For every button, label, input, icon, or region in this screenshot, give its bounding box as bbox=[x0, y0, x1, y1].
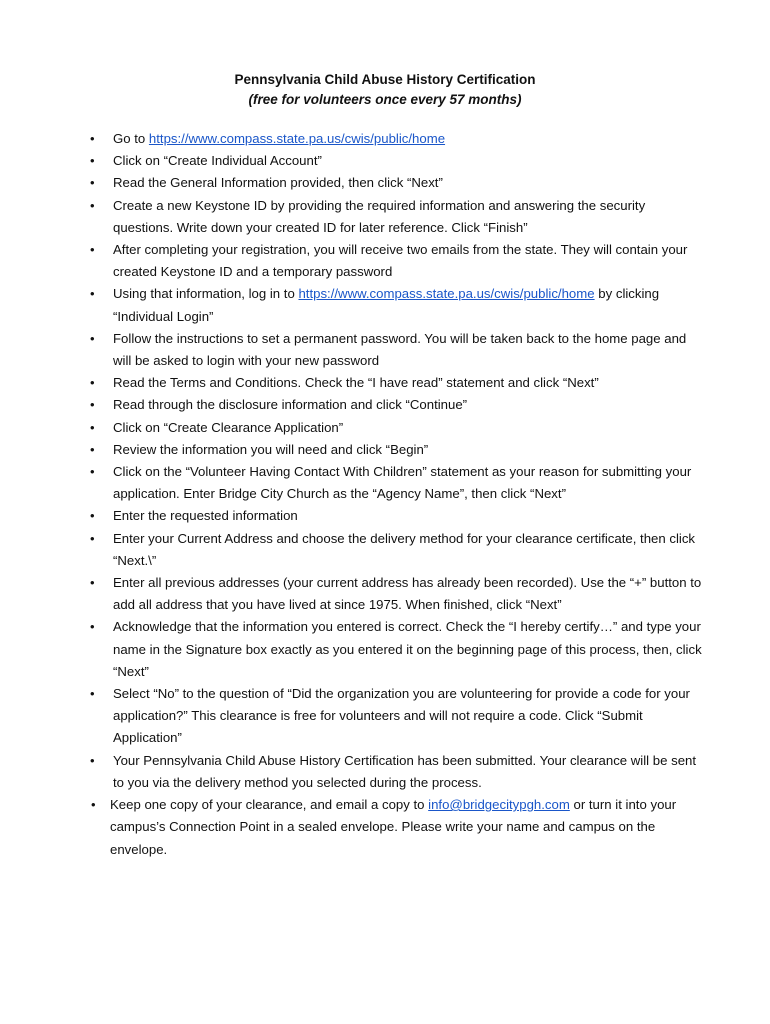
list-item bbox=[0, 439, 770, 461]
bullet-icon: • bbox=[90, 619, 95, 635]
bullet-icon: • bbox=[90, 752, 95, 768]
bullet-icon: • bbox=[90, 242, 95, 258]
bullet-icon: • bbox=[90, 464, 95, 480]
step-text: Keep one copy of your clearance, and email a copy to bbox=[110, 797, 429, 813]
step-text: Read the General Information provided, then click “Next” bbox=[113, 175, 443, 191]
list-item bbox=[0, 683, 770, 750]
bullet-icon: • bbox=[90, 397, 95, 413]
bullet-icon: • bbox=[90, 419, 95, 435]
bullet-icon: • bbox=[90, 575, 95, 591]
step-text: Read through the disclosure information and click “Continue” bbox=[113, 397, 468, 413]
list-item bbox=[0, 417, 770, 439]
step-text: Review the information you will need and click “Begin” bbox=[113, 441, 429, 457]
list-item bbox=[0, 394, 770, 416]
list-item bbox=[0, 128, 770, 150]
instruction-list bbox=[0, 128, 770, 861]
list-item bbox=[0, 283, 770, 327]
step-text: Click on the “Volunteer Having Contact With Children” statement as your reason for submitting your application. Enter Bridge City Church as the “Agency Name”, then click “Next” bbox=[113, 464, 692, 502]
step-text: Click on “Create Clearance Application” bbox=[113, 419, 344, 435]
step-text: Click on “Create Individual Account” bbox=[113, 153, 322, 169]
bullet-icon: • bbox=[90, 330, 95, 346]
compass-login-link[interactable]: https://www.compass.state.pa.us/cwis/public/home bbox=[298, 286, 595, 302]
step-text: Enter your Current Address and choose the delivery method for your clearance certificate, then click “Next.\” bbox=[113, 530, 696, 568]
step-text: Enter all previous addresses (your current address has already been recorded). Use the “+” button to add all address that you have lived at since 1975. When finished, click “Next” bbox=[113, 575, 702, 613]
bullet-icon: • bbox=[90, 508, 95, 524]
bullet-icon: • bbox=[90, 197, 95, 213]
list-item bbox=[0, 150, 770, 172]
bullet-icon: • bbox=[91, 797, 96, 813]
email-link[interactable]: info@bridgecitypgh.com bbox=[428, 797, 570, 813]
list-item bbox=[0, 616, 770, 683]
compass-link[interactable]: https://www.compass.state.pa.us/cwis/public/home bbox=[148, 131, 446, 146]
step-text: Follow the instructions to set a permanent password. You will be taken back to the home page and will be asked to login with your new password bbox=[113, 330, 687, 369]
bullet-icon: • bbox=[90, 375, 95, 391]
step-text: Read the Terms and Conditions. Check the “I have read” statement and click “Next” bbox=[113, 375, 599, 391]
list-item bbox=[0, 750, 770, 794]
list-item bbox=[0, 372, 770, 394]
list-item bbox=[0, 172, 770, 194]
bullet-icon: • bbox=[90, 530, 95, 546]
bullet-icon: • bbox=[90, 686, 95, 702]
step-text: by clicking “Individual Login” bbox=[113, 286, 660, 324]
list-item bbox=[0, 794, 770, 861]
document-title: Pennsylvania Child Abuse History Certification bbox=[234, 72, 536, 87]
bullet-icon: • bbox=[90, 286, 95, 302]
step-text: or turn it into your campus’s Connection Point in a sealed envelope. Please write your name and campus on the envelope. bbox=[110, 797, 677, 857]
list-item bbox=[0, 239, 770, 283]
step-text: Your Pennsylvania Child Abuse History Certification has been submitted. Your clearance will be sent to you via the delivery method you selected during the process. bbox=[113, 752, 697, 790]
step-text: Create a new Keystone ID by providing the required information and answering the security questions. Write down your created ID for later reference. Click “Finish” bbox=[113, 197, 646, 235]
step-text: Using that information, log in to bbox=[113, 286, 299, 302]
list-item bbox=[0, 195, 770, 239]
list-item bbox=[0, 528, 770, 572]
list-item bbox=[0, 572, 770, 616]
step-text: After completing your registration, you will receive two emails from the state. They will contain your created Keystone ID and a temporary password bbox=[113, 242, 688, 280]
list-item bbox=[0, 328, 770, 372]
bullet-icon: • bbox=[90, 175, 95, 191]
bullet-icon: • bbox=[90, 153, 95, 169]
step-text: Enter the requested information bbox=[113, 508, 298, 524]
step-text: Acknowledge that the information you entered is correct. Check the “I hereby certify…” and type your name in the Signature box exactly as you entered it on the beginning page of this process, then, click “Next” bbox=[113, 619, 702, 679]
bullet-icon: • bbox=[90, 131, 95, 146]
document-subtitle: (free for volunteers once every 57 months) bbox=[248, 92, 522, 107]
bullet-icon: • bbox=[90, 441, 95, 457]
step-text: Go to bbox=[113, 131, 149, 146]
step-text: Select “No” to the question of “Did the organization you are volunteering for provide a code for your application?” This clearance is free for volunteers and will not require a code. Click “Submit Application” bbox=[113, 686, 690, 746]
list-item bbox=[0, 461, 770, 505]
list-item bbox=[0, 505, 770, 527]
